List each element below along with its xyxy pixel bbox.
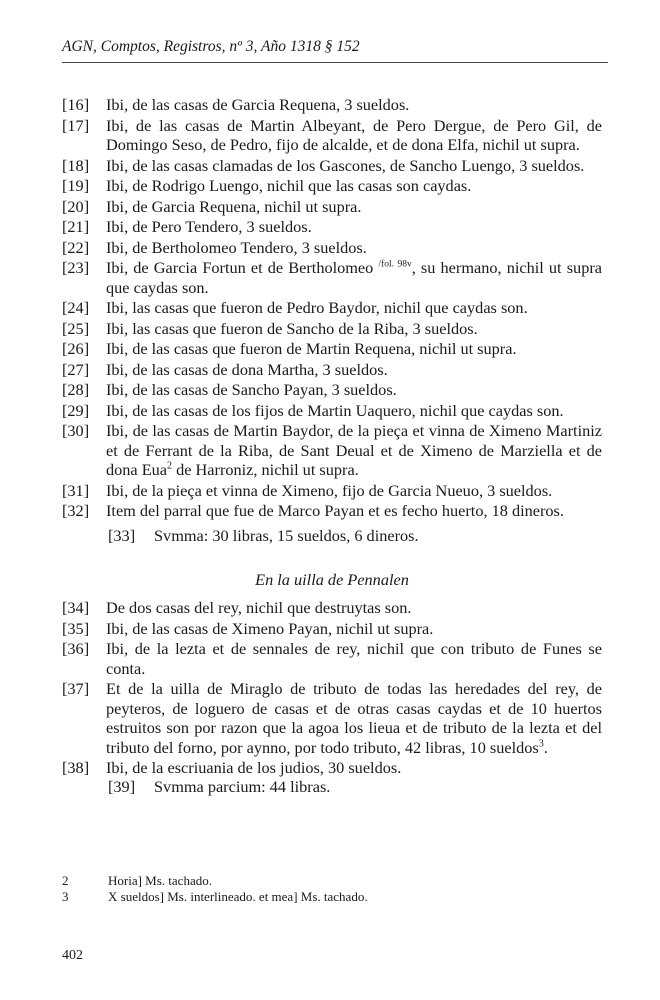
entry-text: Ibi, de las casas de Ximeno Payan, nichil ut supra. — [106, 618, 434, 638]
footnote — [62, 873, 602, 889]
entry-number: [19] — [62, 176, 90, 195]
entry-number: [37] — [62, 679, 90, 698]
footnote-ref: 2 — [167, 460, 173, 472]
entry-number: [38] — [62, 758, 90, 777]
entry-number: [34] — [62, 598, 90, 617]
entry-text: Ibi, de Bertholomeo Tendero, 3 sueldos. — [106, 237, 367, 257]
section-heading: En la uilla de Pennalen — [255, 570, 409, 589]
entry-number: [26] — [62, 339, 90, 358]
entries-list-first — [62, 95, 602, 522]
entry-25 — [62, 319, 602, 339]
entry-22 — [62, 238, 602, 258]
entry-16 — [62, 95, 602, 115]
entry-text-part: , su hermano, nichil ut supra que caydas son. — [106, 258, 602, 297]
entry-text — [106, 421, 602, 480]
entry-number: [33] — [108, 526, 136, 545]
running-header: AGN, Comptos, Registros, nº 3, Año 1318 § 152 — [62, 38, 360, 55]
footnote-ref: 3 — [538, 738, 544, 750]
entry-number: [31] — [62, 480, 90, 500]
entry-32 — [62, 501, 602, 521]
footnote-text: Horia] Ms. tachado. — [108, 873, 212, 888]
entry-number: [35] — [62, 618, 90, 638]
entry-number: [18] — [62, 155, 90, 175]
entry-text-part: de Harroniz, nichil ut supra. — [172, 460, 359, 479]
entry-text: Ibi, de la lezta et de sennales de rey, nichil que con tributo de Funes se conta. — [106, 639, 602, 678]
entry-number: [30] — [62, 421, 90, 440]
entry-number: [20] — [62, 196, 90, 216]
entry-text: Ibi, de Rodrigo Luengo, nichil que las casas son caydas. — [106, 176, 472, 195]
entry-37 — [62, 679, 602, 757]
entry-text: Item del parral que fue de Marco Payan et es fecho huerto, 18 dineros. — [106, 501, 564, 520]
entry-text: Ibi, de Garcia Requena, nichil ut supra. — [106, 196, 362, 216]
entry-38 — [62, 758, 602, 778]
footnote-number: 2 — [62, 873, 69, 888]
entry-30 — [62, 421, 602, 480]
entry-text: Ibi, de las casas de Garcia Requena, 3 sueldos. — [106, 95, 410, 114]
total-text: Svmma: 30 libras, 15 sueldos, 6 dineros. — [154, 526, 419, 545]
entry-20 — [62, 197, 602, 217]
entry-text: Ibi, las casas que fueron de Pedro Baydor, nichil que caydas son. — [106, 298, 528, 317]
entry-17 — [62, 116, 602, 155]
entry-text-part: Ibi, de las casas de Martin Baydor, de la pieça et vinna de Ximeno Martiniz et de Ferrant de la Riba, de Sant Deual et de Ximeno de Marziella et de dona Eua — [106, 421, 602, 479]
footnote — [62, 889, 602, 905]
entry-27 — [62, 360, 602, 380]
folio-marker: /fol. 98v — [378, 259, 412, 270]
total-39 — [108, 777, 330, 797]
entry-number: [22] — [62, 237, 90, 257]
total-text: Svmma parcium: 44 libras. — [154, 777, 331, 796]
entry-text-part: Et de la uilla de Miraglo de tributo de todas las heredades del rey, de peyteros, de loguero de casas et de otras casas caydas et de 10 huertos estruitos son por razon que la agoa los lieua et de tributo de la lezta et del tributo del forno, por aynno, por todo tributo, 42 libras, 10 sueldos — [106, 679, 602, 757]
entry-31 — [62, 481, 602, 501]
entry-text: Ibi, de las casas clamadas de los Gascones, de Sancho Luengo, 3 sueldos. — [106, 155, 585, 175]
entry-28 — [62, 380, 602, 400]
entry-18 — [62, 156, 602, 176]
entry-text: Ibi, de las casas de los fijos de Martin Uaquero, nichil que caydas son. — [106, 400, 564, 420]
entry-number: [17] — [62, 115, 90, 135]
entry-text: Ibi, de la pieça et vinna de Ximeno, fijo de Garcia Nueuo, 3 sueldos. — [106, 480, 553, 500]
entry-number: [24] — [62, 298, 90, 317]
entry-number: [23] — [62, 258, 90, 277]
total-33 — [108, 526, 419, 546]
footnote-number: 3 — [62, 889, 69, 904]
entry-text — [106, 679, 602, 757]
header-rule — [62, 62, 608, 63]
entry-number: [27] — [62, 359, 90, 379]
entry-number: [29] — [62, 400, 90, 420]
entry-34 — [62, 598, 602, 618]
entry-text-part: . — [543, 737, 548, 757]
entry-number: [39] — [108, 777, 136, 796]
entry-35 — [62, 619, 602, 639]
entry-number: [28] — [62, 380, 90, 399]
entry-29 — [62, 401, 602, 421]
entry-text — [106, 258, 602, 297]
entry-number: [21] — [62, 217, 90, 236]
footnote-text: X sueldos] Ms. interlineado. et mea] Ms. tachado. — [108, 889, 368, 904]
entry-text: Ibi, las casas que fueron de Sancho de la Riba, 3 sueldos. — [106, 318, 478, 338]
entry-number: [16] — [62, 95, 90, 114]
entry-number: [25] — [62, 318, 90, 338]
entry-36 — [62, 639, 602, 678]
entry-text: Ibi, de las casas de Sancho Payan, 3 sueldos. — [106, 380, 397, 399]
entry-text-part: Ibi, de Garcia Fortun et de Bertholomeo — [106, 258, 379, 277]
entry-number: [32] — [62, 501, 90, 520]
entry-text: Ibi, de las casas de dona Martha, 3 sueldos. — [106, 359, 388, 379]
entry-text: Ibi, de la escriuania de los judios, 30 sueldos. — [106, 758, 402, 777]
entry-19 — [62, 176, 602, 196]
entry-number: [36] — [62, 639, 90, 658]
entry-21 — [62, 217, 602, 237]
entry-26 — [62, 339, 602, 359]
entry-text: Ibi, de las casas de Martin Albeyant, de Pero Dergue, de Pero Gil, de Domingo Seso, de Pedro, fijo de alcalde, et de dona Elfa, nichil ut supra. — [106, 115, 602, 154]
entry-text: De dos casas del rey, nichil que destruytas son. — [106, 598, 412, 617]
entry-text: Ibi, de las casas que fueron de Martin Requena, nichil ut supra. — [106, 339, 517, 358]
entries-list-second — [62, 598, 602, 779]
entry-23 — [62, 258, 602, 297]
entry-24 — [62, 298, 602, 318]
footnotes — [62, 873, 602, 905]
page-number: 402 — [62, 948, 83, 963]
entry-text: Ibi, de Pero Tendero, 3 sueldos. — [106, 217, 312, 236]
